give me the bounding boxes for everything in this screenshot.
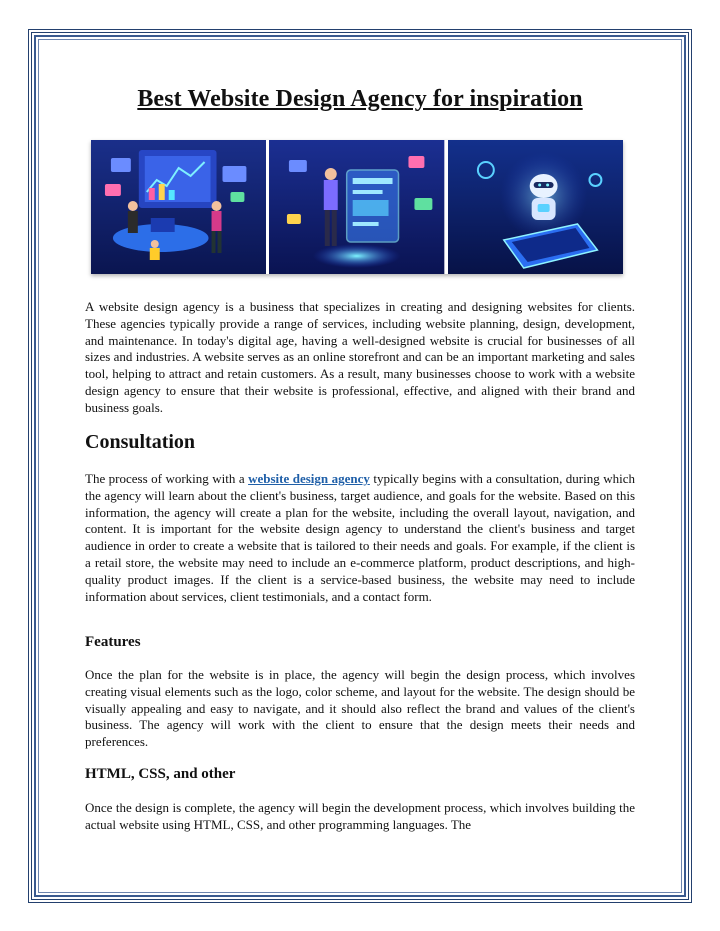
- features-heading: Features: [85, 634, 141, 650]
- consultation-heading: Consultation: [85, 431, 196, 453]
- html-css-heading: HTML, CSS, and other: [85, 766, 236, 782]
- hero-panel-virtual-screen: [269, 140, 444, 274]
- consultation-text-after-link: typically begins with a consultation, during which the agency will learn about the client's business, target audience, and goals for the website. Based on this information, the agency will create a plan for the website, including the overall layout, navigation, and content. It is important for the website design agency to understand the client's business and target audience in order to create a website that is tailored to their needs and goals. For example, if the client is a retail store, the website may need to include an e-commerce platform, product descriptions, and high-quality product images. If the client is a service-based business, the website may need to include information about services, client testimonials, and a contact form.: [85, 471, 635, 604]
- website-design-agency-link[interactable]: website design agency: [248, 471, 370, 486]
- features-paragraph: Once the plan for the website is in place, the agency will begin the design process, which involves creating visual elements such as the logo, color scheme, and layout for the website. The design should be visually appealing and easy to navigate, and it should also reflect the brand and values of the client's business. The agency will work with the client to ensure that the design meets their needs and preferences.: [85, 667, 635, 750]
- document-title: Best Website Design Agency for inspiration: [137, 86, 583, 112]
- consultation-text-before-link: The process of working with a: [85, 471, 249, 486]
- virtual-screen-illustration: [269, 140, 444, 274]
- html-css-paragraph: Once the design is complete, the agency will begin the development process, which involves building the actual website using HTML, CSS, and other programming languages. The: [85, 800, 635, 832]
- hero-panel-robot-phone: [448, 140, 623, 274]
- analytics-team-illustration: [91, 140, 266, 274]
- hero-panel-analytics: [91, 140, 266, 274]
- robot-phone-illustration: [448, 140, 623, 274]
- intro-paragraph: A website design agency is a business that specializes in creating and designing websites for clients. These agencies typically provide a range of services, including website planning, design, development, and maintenance. In today's digital age, having a well-designed website is crucial for businesses of all sizes and industries. A website serves as an online storefront and can be an important marketing and sales tool, helping to attract and retain customers. As a result, many businesses choose to work with a website design agency to ensure that their website is professional, effective, and aligned with their brand and business goals.: [85, 299, 635, 415]
- consultation-paragraph: [85, 471, 635, 605]
- hero-banner: [91, 140, 623, 274]
